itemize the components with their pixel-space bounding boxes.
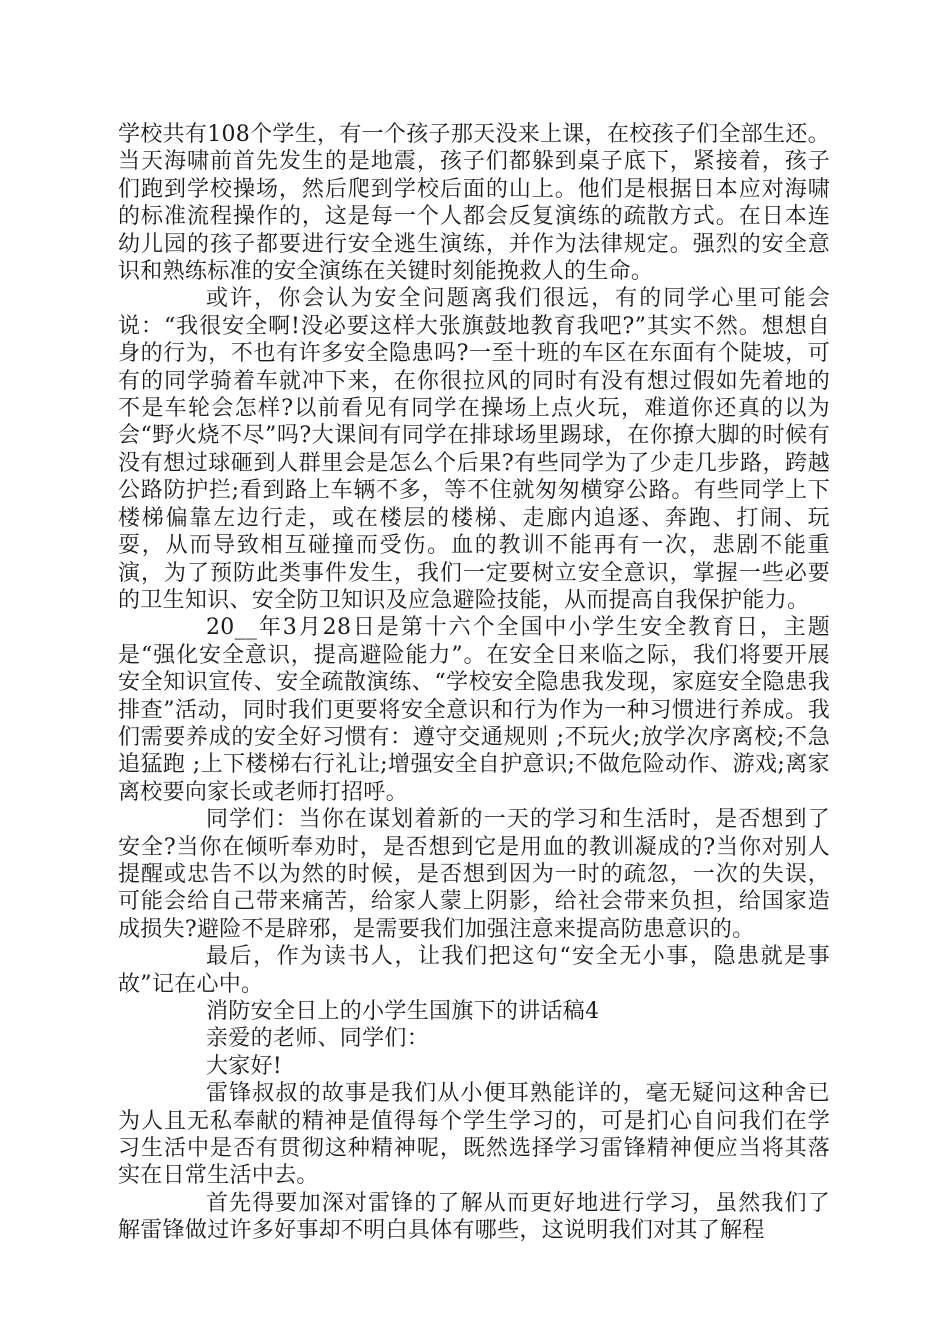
paragraph-safety-education-day: 20__年3月28日是第十六个全国中小学生安全教育日，主题是“强化安全意识，提高避险能力”。在安全日来临之际，我们将要开展安全知识宣传、安全疏散演练、“学校安全隐患我发现，家庭安全隐患我排查”活动，同时我们更要将安全意识和行为作为一种习惯进行养成。我们需要养成的安全好习惯有：遵守交通规则 ;不玩火;放学次序离校;不急追猛跑 ;上下楼梯右行礼让;增强安全自护意识;不做危险动作、游戏;离家离校要向家长或老师打招呼。 [118, 615, 830, 805]
paragraph-continuation: 学校共有108个学生，有一个孩子那天没来上课，在校孩子们全部生还。当天海啸前首先发生的是地震，孩子们都躲到桌子底下，紧接着，孩子们跑到学校操场，然后爬到学校后面的山上。他们是根据日本应对海啸的标准流程操作的，这是每一个人都会反复演练的疏散方式。在日本连幼儿园的孩子都要进行安全逃生演练，并作为法律规定。强烈的安全意识和熟练标准的安全演练在关键时刻能挽救人的生命。 [118, 122, 830, 285]
salutation: 亲爱的老师、同学们： [206, 1026, 430, 1052]
paragraph-safety-awareness: 或许，你会认为安全问题离我们很远，有的同学心里可能会说：“我很安全啊!没必要这样大张旗鼓地教育我吧?”其实不然。想想自身的行为，不也有许多安全隐患吗?一至十班的车区在东面有个陡坡，可有的同学骑着车就冲下来，在你很拉风的同时有没有想过假如先着地的不是车轮会怎样?以前看见有同学在操场上点火玩，难道你还真的以为会“野火烧不尽”吗?大课间有同学在排球场里踢球，在你撩大脚的时候有没有想过球砸到人群里会是怎么个后果?有些同学为了少走几步路，跨越公路防护拦;看到路上车辆不多，等不住就匆匆横穿公路。有些同学上下楼梯偏靠左边行走，或在楼层的楼梯、走廊内追逐、奔跑、打闹、玩耍，从而导致相互碰撞而受伤。血的教训不能再有一次，悲剧不能重演，为了预防此类事件发生，我们一定要树立安全意识，掌握一些必要的卫生知识、安全防卫知识及应急避险技能，从而提高自我保护能力。 [118, 286, 830, 613]
paragraph-students-reflection: 同学们：当你在谋划着新的一天的学习和生活时，是否想到了安全?当你在倾听奉劝时，是否想到它是用血的教训凝成的?当你对别人提醒或忠告不以为然的时候，是否想到因为一时的疏忽，一次的失误，可能会给自己带来痛苦，给家人蒙上阴影，给社会带来负担，给国家造成损失?避险不是辟邪，是需要我们加强注意来提高防患意识的。 [118, 807, 830, 942]
document-body [118, 121, 830, 1245]
speech-title: 消防安全日上的小学生国旗下的讲话稿4 [206, 999, 600, 1024]
paragraph-conclusion: 最后，作为读书人，让我们把这句“安全无小事，隐患就是事故”记在心中。 [118, 944, 830, 997]
paragraph-lei-feng-understanding: 首先得要加深对雷锋的了解从而更好地进行学习，虽然我们了解雷锋做过许多好事却不明白具体有哪些，这说明我们对其了解程 [118, 1190, 830, 1244]
greeting: 大家好! [206, 1053, 283, 1079]
paragraph-lei-feng-story: 雷锋叔叔的故事是我们从小便耳熟能详的，毫无疑问这种舍已为人且无私奉献的精神是值得每个学生学习的，可是扪心自问我们在学习生活中是否有贯彻这种精神呢，既然选择学习雷锋精神便应当将其落实在日常生活中去。 [118, 1081, 830, 1189]
